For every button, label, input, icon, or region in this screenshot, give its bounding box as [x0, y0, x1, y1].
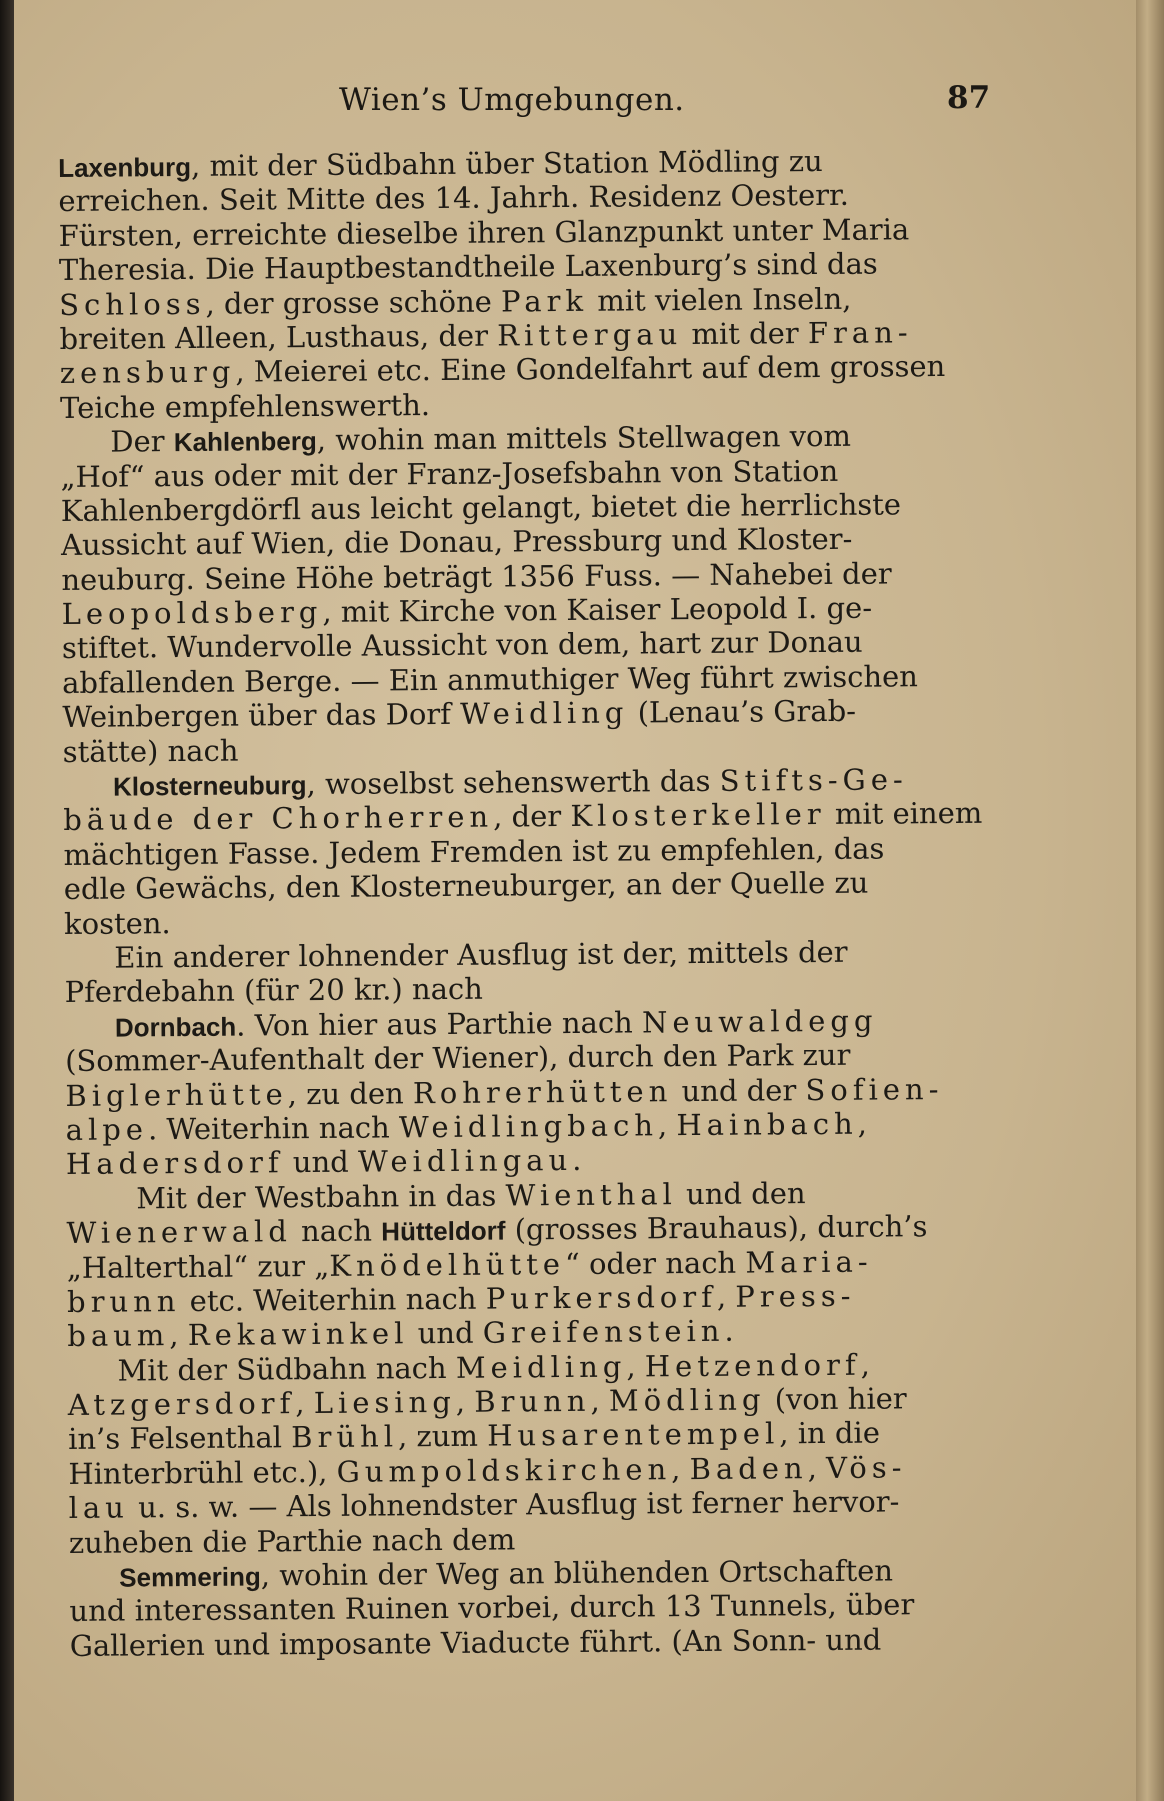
- text-run: und interessanten Ruinen vorbei, durch 13 Tunnels, über: [69, 1587, 915, 1629]
- text-run: , in die: [779, 1416, 881, 1451]
- text-run: (grosses Brauhaus), durch’s: [505, 1209, 928, 1247]
- text-run: ,: [590, 1383, 610, 1418]
- text-run: erreichen. Seit Mitte des 14. Jahrh. Residenz Oesterr.: [58, 178, 850, 219]
- text-run: (Lenau’s Grab-: [628, 694, 857, 730]
- body-text: [58, 143, 1020, 1664]
- text-run: Theresia. Die Hauptbestandtheile Laxenburg’s sind das: [58, 246, 878, 288]
- place-heading: Kahlenberg: [173, 426, 317, 458]
- book-spine: [0, 0, 14, 1801]
- text-line: [66, 1209, 1016, 1251]
- text-run: stätte) nach: [62, 733, 239, 769]
- text-run: ,: [857, 1106, 868, 1141]
- text-run: in’s Felsenthal: [67, 1420, 292, 1457]
- text-run: (Sommer-Aufenthalt der Wiener), durch den Park zur: [65, 1037, 851, 1079]
- text-run: Gallerien und imposante Viaducte führt. (An Sonn- und: [69, 1622, 882, 1663]
- page-number: 87: [947, 80, 991, 116]
- text-run: .: [724, 1314, 734, 1349]
- spaced-name: Leopoldsberg: [61, 595, 323, 632]
- spaced-name: alpe: [65, 1112, 149, 1147]
- spaced-name: Weidling: [460, 695, 629, 732]
- text-run: mit vielen Inseln,: [587, 281, 852, 318]
- text-run: .: [572, 1143, 582, 1178]
- text-run: und: [283, 1145, 359, 1180]
- text-run: mit der: [682, 316, 809, 352]
- text-run: und den: [676, 1175, 806, 1211]
- spaced-name: Wienthal: [505, 1176, 678, 1213]
- spaced-name: Weidlingbach: [398, 1108, 659, 1145]
- spaced-name: Park: [500, 283, 589, 319]
- text-run: „Hof“ aus oder mit der Franz-Josefsbahn von Station: [60, 453, 839, 494]
- spaced-name: Rohrerhütten: [412, 1073, 673, 1110]
- running-title: Wien’s Umgebungen.: [339, 82, 685, 118]
- spaced-name: Hetzendorf: [644, 1347, 861, 1384]
- text-run: , zum: [397, 1419, 488, 1454]
- spaced-name: Meidling: [455, 1349, 627, 1385]
- spaced-name: Husarentempel: [487, 1416, 780, 1454]
- text-run: und: [408, 1315, 483, 1351]
- text-run: Der: [110, 424, 174, 459]
- spaced-name: Baden: [689, 1450, 808, 1486]
- text-run: Teiche empfehlenswerth.: [59, 387, 431, 425]
- text-run: , wohin man mittels Stellwagen vom: [316, 418, 852, 458]
- spaced-name: Maria-: [745, 1244, 873, 1280]
- spaced-name: bäude der Chorherren: [63, 800, 494, 838]
- text-run: neuburg. Seine Höhe beträgt 1356 Fuss. — Nahebei der: [61, 556, 892, 597]
- text-run: mächtigen Fasse. Jedem Fremden ist zu empfehlen, das: [63, 831, 885, 872]
- spaced-name: Purkersdorf: [485, 1279, 718, 1316]
- text-run: ,: [295, 1386, 314, 1421]
- text-run: , mit der Südbahn über Station Mödling zu: [190, 143, 823, 183]
- text-run: ,: [455, 1384, 475, 1419]
- text-run: Mit der Südbahn nach: [117, 1350, 457, 1388]
- spaced-name: Atzgersdorf: [67, 1386, 296, 1423]
- spaced-name: Schloss: [59, 286, 206, 322]
- text-run: , zu den: [287, 1075, 414, 1111]
- text-run: abfallenden Berge. — Ein anmuthiger Weg führt zwischen: [62, 659, 919, 700]
- spaced-name: Hainbach: [676, 1106, 858, 1143]
- spaced-name: Brunn: [474, 1383, 591, 1419]
- text-run: etc. Weiterhin nach: [180, 1281, 486, 1318]
- text-run: ,: [716, 1279, 736, 1314]
- spaced-name: Mödling: [608, 1382, 766, 1418]
- text-run: ,: [807, 1450, 827, 1485]
- text-run: ,: [657, 1108, 677, 1143]
- spaced-name: Knödelhütte: [329, 1246, 566, 1283]
- page-edge: [1136, 0, 1164, 1801]
- spaced-name: brunn: [66, 1283, 181, 1319]
- spaced-name: Liesing: [313, 1384, 456, 1421]
- text-run: , der: [492, 799, 571, 835]
- text-run: , wohin der Weg an blühenden Ortschaften: [260, 1553, 894, 1593]
- spaced-name: Rittergau: [497, 317, 683, 353]
- spaced-name: Gumpoldskirchen: [336, 1452, 672, 1489]
- spaced-name: Neuwaldegg: [641, 1003, 878, 1040]
- text-run: ,: [626, 1349, 645, 1384]
- text-run: Ein anderer lohnender Ausflug ist der, mittels der: [114, 934, 848, 975]
- place-heading: Dornbach: [114, 1011, 237, 1043]
- place-heading: Laxenburg: [58, 151, 192, 183]
- spaced-name: Biglerhütte: [65, 1076, 288, 1113]
- text-run: . Weiterhin nach: [147, 1110, 400, 1147]
- spaced-name: Klosterkeller: [570, 797, 826, 834]
- text-run: , Meierei etc. Eine Gondelfahrt auf dem grossen: [235, 349, 946, 389]
- text-run: stiftet. Wundervolle Aussicht von dem, hart zur Donau: [61, 625, 863, 666]
- spaced-name: Fran-: [807, 315, 913, 351]
- spaced-name: Weidlingau: [357, 1143, 573, 1180]
- spaced-name: baum: [67, 1318, 170, 1354]
- text-run: mit einem: [825, 796, 983, 832]
- spaced-name: zensburg: [59, 354, 236, 391]
- text-run: nach: [291, 1213, 382, 1249]
- text-run: , mit Kirche von Kaiser Leopold I. ge-: [322, 590, 873, 630]
- page-header: [14, 80, 1136, 130]
- spaced-name: Greifenstein: [482, 1314, 725, 1350]
- spaced-name: Hadersdorf: [65, 1145, 284, 1182]
- spaced-name: Wienerwald: [66, 1214, 293, 1251]
- book-page: [14, 0, 1136, 1801]
- text-run: Kahlenbergdörfl aus leicht gelangt, bietet die herrlichste: [60, 487, 902, 528]
- text-run: Weinbergen über das Dorf: [62, 697, 461, 735]
- text-run: „Halterthal“ zur „: [66, 1248, 330, 1285]
- text-run: , der grosse schöne: [205, 284, 502, 321]
- text-run: kosten.: [63, 905, 171, 941]
- spaced-name: Press-: [735, 1278, 856, 1314]
- text-run: ,: [860, 1347, 870, 1382]
- text-run: ,: [671, 1451, 690, 1487]
- text-run: Hinterbrühl etc.),: [68, 1454, 337, 1491]
- text-run: und der: [672, 1072, 806, 1108]
- spaced-name: lau: [68, 1490, 130, 1526]
- text-run: Mit der Westbahn in das: [136, 1178, 506, 1216]
- text-run: edle Gewächs, den Klosterneuburger, an der Quelle zu: [63, 865, 869, 907]
- spaced-name: Stifts-Ge-: [719, 762, 908, 798]
- text-run: Fürsten, erreichte dieselbe ihren Glanzpunkt unter Maria: [58, 212, 910, 253]
- text-run: . Von hier aus Parthie nach: [236, 1005, 643, 1043]
- text-run: (von hier: [765, 1381, 907, 1417]
- text-run: breiten Alleen, Lusthaus, der: [59, 318, 498, 356]
- text-run: “ oder nach: [564, 1245, 746, 1281]
- text-run: , woselbst sehenswerth das: [306, 763, 720, 802]
- text-line: [70, 1621, 1020, 1663]
- text-run: u. s. w. — Als lohnendster Ausflug ist ferner hervor-: [128, 1484, 900, 1525]
- text-run: Aussicht auf Wien, die Donau, Pressburg und Kloster-: [60, 522, 853, 563]
- text-run: ,: [169, 1318, 188, 1353]
- text-run: Pferdebahn (für 20 kr.) nach: [64, 972, 483, 1010]
- place-heading: Hütteldorf: [381, 1215, 506, 1247]
- text-run: zuheben die Parthie nach dem: [68, 1522, 516, 1560]
- spaced-name: Brühl: [291, 1419, 399, 1455]
- place-heading: Semmering: [119, 1561, 261, 1593]
- place-heading: Klosterneuburg: [112, 770, 307, 802]
- spaced-name: Vös-: [825, 1450, 907, 1485]
- spaced-name: Rekawinkel: [187, 1316, 409, 1353]
- spaced-name: Sofien-: [805, 1071, 944, 1107]
